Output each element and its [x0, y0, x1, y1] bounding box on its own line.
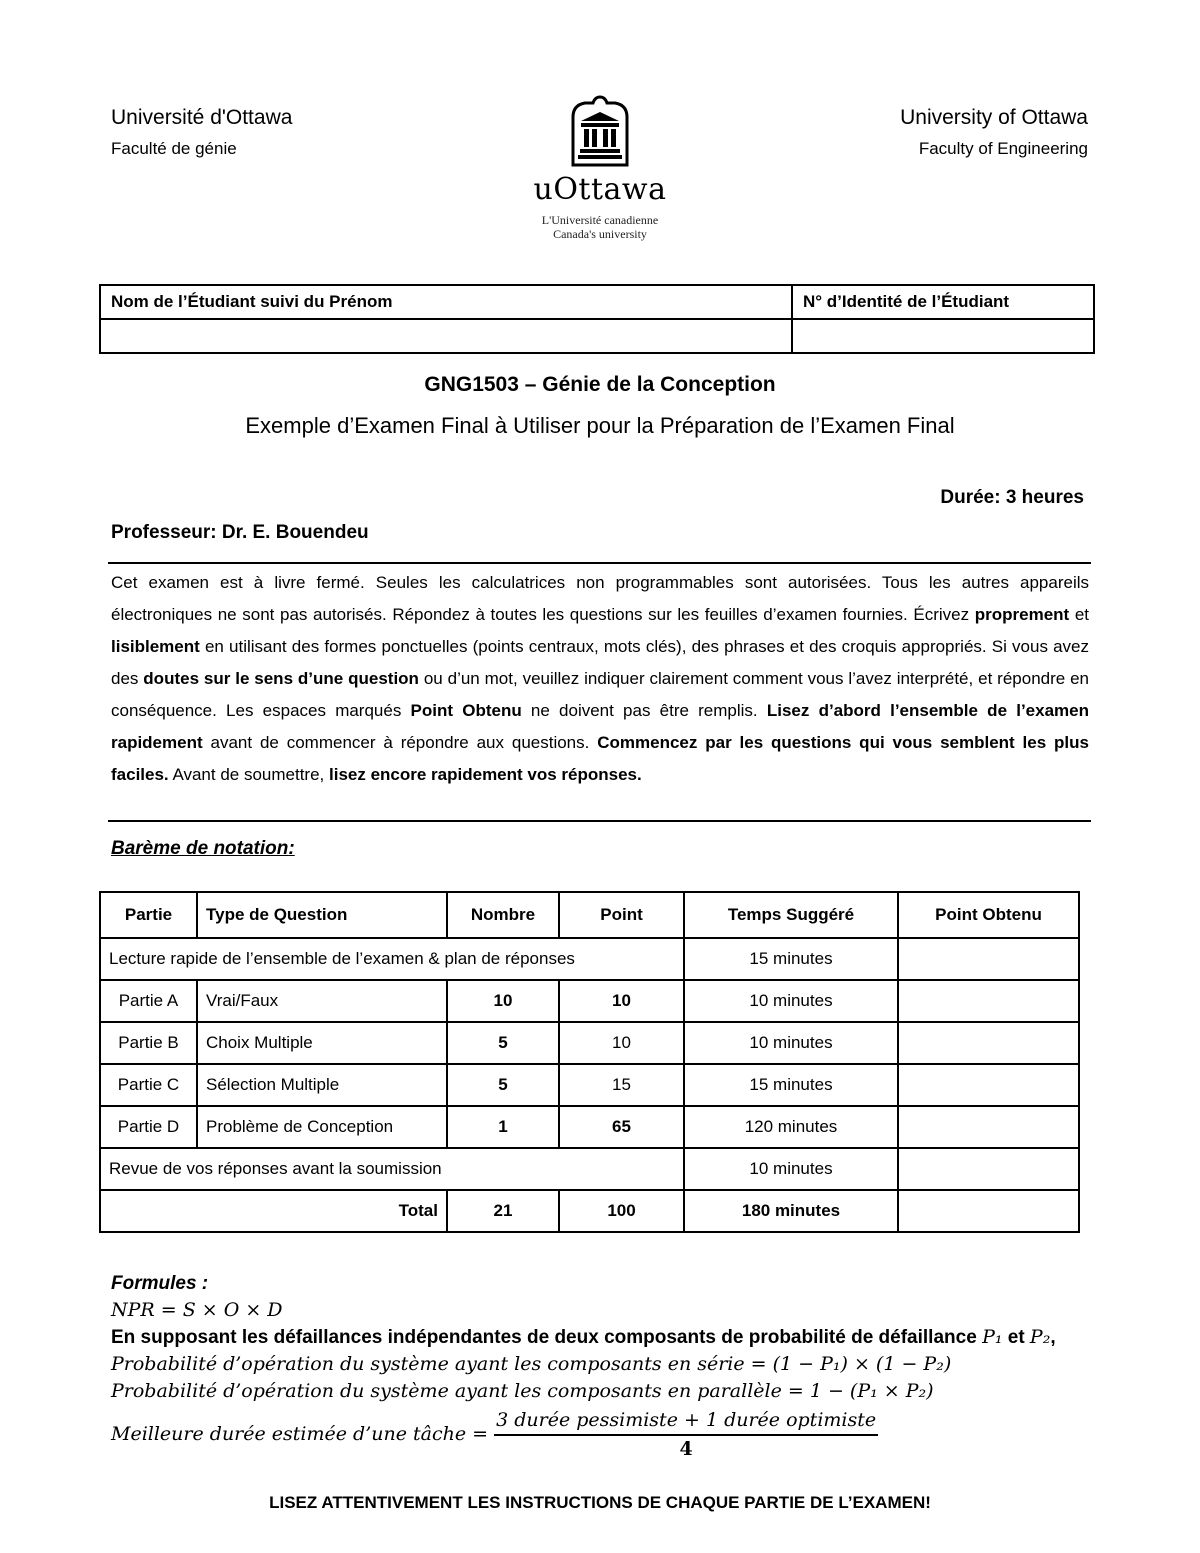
fraction-numerator: 3 durée pessimiste + 1 durée optimiste: [494, 1407, 878, 1436]
failure-intro-text: En supposant les défaillances indépendantes de deux composants de probabilité de défaillance: [111, 1327, 983, 1348]
part-cell: Partie C: [100, 1064, 197, 1106]
total-count: 21: [447, 1190, 559, 1232]
part-cell: Partie D: [100, 1106, 197, 1148]
count-cell: 5: [447, 1022, 559, 1064]
divider-bottom: [108, 820, 1091, 822]
col-header: Nombre: [447, 892, 559, 938]
points-cell: 15: [559, 1064, 684, 1106]
footer-warning: LISEZ ATTENTIVEMENT LES INSTRUCTIONS DE CHAQUE PARTIE DE L’EXAMEN!: [269, 1493, 931, 1512]
and-text: et: [1002, 1327, 1030, 1348]
uottawa-logo: [520, 95, 680, 241]
university-building-icon: [565, 95, 635, 167]
reading-label: Lecture rapide de l’ensemble de l’examen & plan de réponses: [100, 938, 684, 980]
table-row: [100, 1064, 1079, 1106]
instr-text: en utilisant des formes ponctuelles (points centraux, mots clés), des phrases et des croquis appropriés. Si vous avez des: [111, 637, 1089, 688]
time-cell: 15 minutes: [684, 1064, 898, 1106]
exam-subtitle: Exemple d’Examen Final à Utiliser pour la Préparation de l’Examen Final: [245, 413, 955, 438]
instr-text: Cet examen est à livre fermé. Seules les calculatrices non programmables sont autorisées. Tous les autres appareils électroniques ne sont pas autorisés. Répondez à toutes les questions sur les feuilles d’examen fournies. Écrivez: [111, 573, 1089, 624]
total-points: 100: [559, 1190, 684, 1232]
formulas-section: [111, 1270, 1056, 1463]
grading-table: [99, 891, 1080, 1233]
type-cell: Choix Multiple: [197, 1022, 447, 1064]
points-obtained-cell: [898, 980, 1079, 1022]
instr-bold: Lisez d’abord l’ensemble de l’examen rapidement: [111, 701, 1089, 752]
logo-tagline-fr: L'Université canadienne: [541, 213, 659, 227]
logo-wordmark: uOttawa: [533, 172, 667, 207]
instructions-paragraph: [111, 567, 1089, 791]
professor-name: Professeur: Dr. E. Bouendeu: [111, 522, 369, 543]
formulas-title: Formules :: [111, 1273, 209, 1294]
series-formula: Probabilité d’opération du système ayant les composants en série = (1 − P₁) × (1 − P₂): [111, 1353, 952, 1375]
parallel-formula: Probabilité d’opération du système ayant les composants en parallèle = 1 − (P₁ × P₂): [111, 1380, 934, 1402]
faculty-name-fr: Faculté de génie: [111, 139, 237, 158]
points-obtained-cell: [898, 1106, 1079, 1148]
points-obtained-cell: [898, 1190, 1079, 1232]
logo-tagline-en: Canada's university: [553, 227, 647, 241]
count-cell: 5: [447, 1064, 559, 1106]
instr-bold: lisiblement: [111, 637, 200, 656]
table-header-row: [100, 892, 1079, 938]
student-id-field[interactable]: [792, 319, 1094, 353]
grading-heading: [111, 838, 295, 860]
table-row: [100, 1148, 1079, 1190]
instr-bold: Point Obtenu: [410, 701, 522, 720]
points-cell: 65: [559, 1106, 684, 1148]
points-obtained-cell: [898, 1022, 1079, 1064]
time-cell: 10 minutes: [684, 1022, 898, 1064]
best-duration-fraction: [494, 1407, 878, 1463]
university-name-en: University of Ottawa: [900, 106, 1088, 129]
reading-time: 15 minutes: [684, 938, 898, 980]
university-name-fr: Université d'Ottawa: [111, 106, 293, 129]
grading-heading-colon: :: [288, 838, 295, 859]
table-row: [100, 938, 1079, 980]
count-cell: 1: [447, 1106, 559, 1148]
col-header: Point: [559, 892, 684, 938]
instr-text: et: [1069, 605, 1089, 624]
time-cell: 10 minutes: [684, 980, 898, 1022]
table-row: [100, 980, 1079, 1022]
points-cell: 10: [559, 980, 684, 1022]
points-obtained-cell: [898, 1148, 1079, 1190]
table-row: [100, 1022, 1079, 1064]
count-cell: 10: [447, 980, 559, 1022]
npr-formula: NPR = S × O × D: [111, 1299, 283, 1321]
instr-bold: Commencez par les questions qui vous semblent les plus faciles.: [111, 733, 1089, 784]
table-row: [100, 1106, 1079, 1148]
instr-text: ne doivent pas être remplis.: [521, 701, 767, 720]
best-duration-label: Meilleure durée estimée d’une tâche =: [111, 1423, 489, 1445]
student-id-table: [99, 284, 1095, 354]
part-cell: Partie B: [100, 1022, 197, 1064]
fraction-denominator: 4: [679, 1438, 693, 1460]
failure-intro: [111, 1324, 1056, 1351]
part-cell: Partie A: [100, 980, 197, 1022]
points-obtained-cell: [898, 1064, 1079, 1106]
instr-text: Avant de soumettre,: [168, 765, 329, 784]
col-header: Temps Suggéré: [684, 892, 898, 938]
comma-text: ,: [1050, 1327, 1056, 1348]
instr-text: ou d’un mot, veuillez indiquer clairement comment vous l’avez interprété, et répondre en conséquence. Les espaces marqués: [111, 669, 1090, 720]
student-id-label: N° d’Identité de l’Étudiant: [792, 285, 1094, 319]
best-duration-formula: [111, 1407, 1056, 1463]
exam-duration: Durée: 3 heures: [940, 487, 1084, 508]
points-cell: 10: [559, 1022, 684, 1064]
points-obtained-cell: [898, 938, 1079, 980]
p1-symbol: P₁: [982, 1326, 1003, 1348]
divider-top: [108, 562, 1091, 564]
col-header: Type de Question: [197, 892, 447, 938]
col-header: Partie: [100, 892, 197, 938]
time-cell: 120 minutes: [684, 1106, 898, 1148]
review-time: 10 minutes: [684, 1148, 898, 1190]
p2-symbol: P₂: [1029, 1326, 1051, 1348]
faculty-name-en: Faculty of Engineering: [918, 139, 1088, 158]
course-title: GNG1503 – Génie de la Conception: [424, 373, 776, 396]
grading-heading-text: Barème de notation: [111, 838, 289, 859]
total-time: 180 minutes: [684, 1190, 898, 1232]
type-cell: Sélection Multiple: [197, 1064, 447, 1106]
type-cell: Problème de Conception: [197, 1106, 447, 1148]
instr-text: avant de commencer à répondre aux questions.: [202, 733, 598, 752]
review-label: Revue de vos réponses avant la soumission: [100, 1148, 684, 1190]
instr-bold: lisez encore rapidement vos réponses.: [329, 765, 642, 784]
type-cell: Vrai/Faux: [197, 980, 447, 1022]
table-total-row: [100, 1190, 1079, 1232]
student-name-field[interactable]: [100, 319, 792, 353]
student-name-label: Nom de l’Étudiant suivi du Prénom: [100, 285, 792, 319]
col-header: Point Obtenu: [898, 892, 1079, 938]
total-label: Total: [100, 1190, 447, 1232]
instr-bold: doutes sur le sens d’une question: [143, 669, 419, 688]
instr-bold: proprement: [974, 605, 1070, 624]
